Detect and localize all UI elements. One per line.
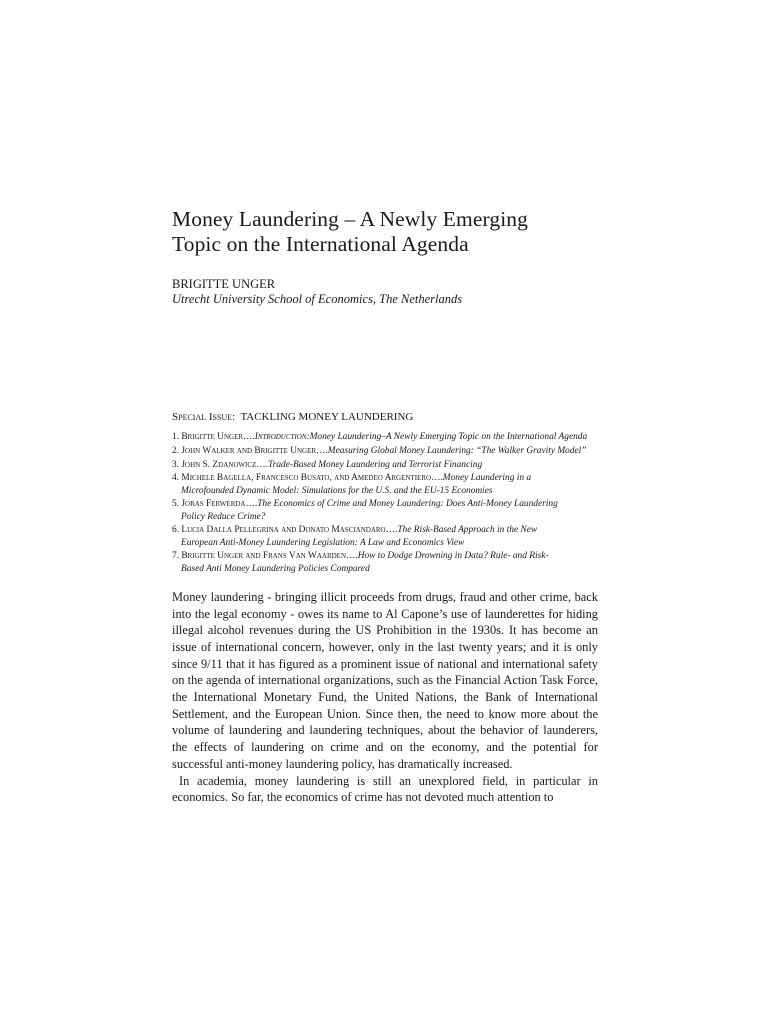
special-issue-title: TACKLING MONEY LAUNDERING	[240, 411, 414, 423]
title-line-2: Topic on the International Agenda	[172, 232, 469, 256]
toc-item-intro-label: Introduction:	[254, 432, 310, 442]
toc-item-authors: Brigitte Unger	[181, 432, 244, 442]
toc-item-separator: ….	[256, 459, 268, 470]
body-paragraph: In academia, money laundering is still an unexplored field, in particular in economics. So far, the economics of crime has not devoted much attention to	[172, 773, 598, 805]
toc-item-title: How to Dodge Drowning in Data? Rule- and Risk-	[357, 551, 549, 562]
toc-item-title: Measuring Global Money Laundering: “The Walker Gravity Model”	[327, 445, 587, 456]
toc-item[interactable]	[172, 524, 598, 548]
toc-item[interactable]	[172, 498, 598, 522]
toc-item-number: 5.	[172, 499, 180, 510]
special-issue-contents	[172, 431, 598, 575]
toc-item-separator: ….	[431, 473, 443, 484]
article-title	[172, 207, 598, 257]
toc-item[interactable]	[172, 550, 598, 574]
toc-item-title: Trade-Based Money Laundering and Terrorist Financing	[267, 459, 483, 470]
article-page	[172, 207, 598, 806]
toc-item-separator: ….	[316, 445, 328, 456]
toc-item-title: Money Laundering–A Newly Emerging Topic on the International Agenda	[309, 432, 588, 442]
toc-item-title-continued: Microfounded Dynamic Model: Simulations for the U.S. and the EU-15 Economies	[181, 485, 493, 496]
toc-item-separator: ….	[245, 499, 258, 510]
toc-item-authors: Lucia Dalla Pellegrina and Donato Masciandaro	[181, 525, 386, 536]
toc-item-separator: ….	[346, 551, 358, 562]
toc-item[interactable]	[172, 445, 598, 457]
toc-item-title: The Economics of Crime and Money Laundering: Does Anti-Money Laundering	[257, 499, 558, 510]
toc-item-title: Money Laundering in a	[442, 473, 532, 484]
toc-item[interactable]	[172, 431, 598, 443]
author-affiliation: Utrecht University School of Economics, The Netherlands	[172, 292, 463, 306]
toc-item-number: 7.	[172, 551, 180, 562]
toc-item-title: The Risk-Based Approach in the New	[397, 525, 538, 536]
special-issue-header	[172, 410, 598, 424]
toc-item-title-continued: Based Anti Money Laundering Policies Compared	[181, 563, 370, 574]
toc-item-separator: ….	[385, 525, 398, 536]
title-line-1: Money Laundering – A Newly Emerging	[172, 207, 529, 231]
article-body	[172, 589, 598, 806]
toc-item-separator: ….	[243, 432, 255, 442]
toc-item-number: 1.	[172, 432, 180, 442]
toc-item-authors: Michele Bagella, Francesco Busato, and Amedeo Argentiero	[181, 473, 432, 484]
body-paragraph: Money laundering - bringing illicit proceeds from drugs, fraud and other crime, back into the legal economy - owes its name to Al Capone’s use of launderettes for hiding illegal alcohol revenues during the US Prohibition in the 1930s. It has become an issue of international concern, however, only in the last twenty years; and it is only since 9/11 that it has figured as a prominent issue of national and international safety on the agenda of international organizations, such as the Financial Action Task Force, the International Monetary Fund, the United Nations, the Bank of International Settlement, and the European Union. Since then, the need to know more about the volume of laundering and laundering techniques, about the behavior of launderers, the effects of laundering on crime and on the economy, and the potential for successful anti-money laundering policy, has dramatically increased.	[172, 589, 598, 771]
toc-item[interactable]	[172, 472, 598, 496]
toc-item-authors: Brigitte Unger and Frans Van Waarden	[181, 551, 346, 562]
toc-item-authors: John S. Zdanowicz	[181, 459, 257, 470]
toc-item-authors: Joras Ferwerda	[181, 499, 246, 510]
toc-item-title-continued: European Anti-Money Laundering Legislation: A Law and Economics View	[181, 537, 465, 548]
toc-item-number: 3.	[172, 459, 180, 470]
toc-item-number: 2.	[172, 445, 180, 456]
article-author: BRIGITTE UNGER	[172, 277, 276, 291]
toc-item-authors: John Walker and Brigitte Unger	[181, 445, 317, 456]
toc-item-number: 4.	[172, 473, 180, 484]
toc-item-number: 6.	[172, 525, 180, 536]
special-issue-label: Special Issue:	[172, 411, 236, 423]
toc-item[interactable]	[172, 459, 598, 471]
toc-item-title-continued: Policy Reduce Crime?	[181, 511, 266, 522]
